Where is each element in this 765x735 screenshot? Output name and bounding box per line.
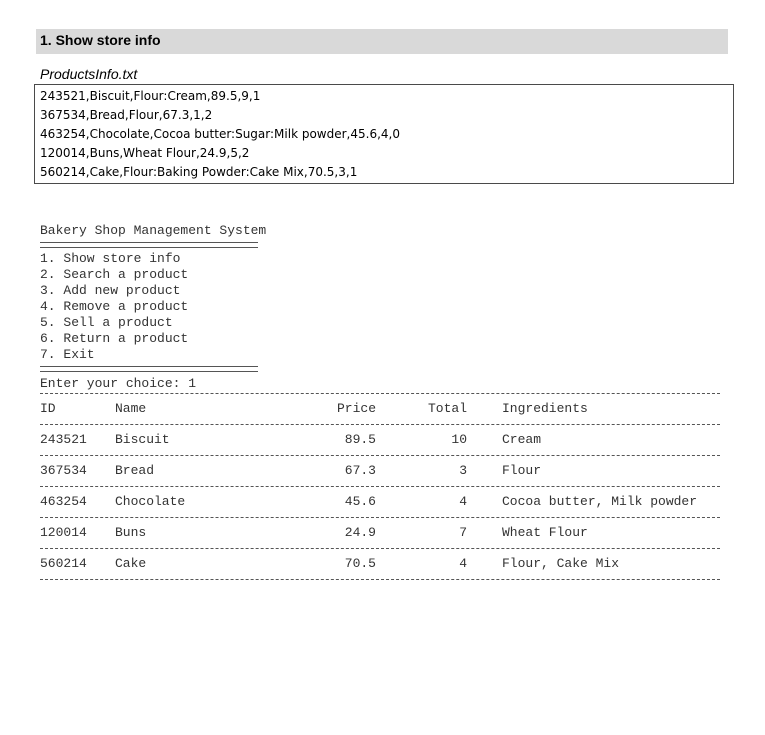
cell-price: 70.5	[344, 556, 376, 571]
console-title: Bakery Shop Management System	[40, 223, 267, 238]
menu-item: 2. Search a product	[40, 267, 189, 282]
file-line: 560214,Cake,Flour:Baking Powder:Cake Mix,70.5,3,1	[40, 165, 358, 179]
cell-id: 367534	[40, 463, 87, 478]
file-line: 463254,Chocolate,Cocoa butter:Sugar:Milk powder,45.6,4,0	[40, 127, 400, 141]
cell-price: 24.9	[344, 525, 376, 540]
menu-item: 4. Remove a product	[40, 299, 189, 314]
cell-total: 4	[459, 494, 467, 509]
cell-id: 560214	[40, 556, 87, 571]
table-row	[40, 456, 730, 486]
cell-total: 10	[451, 432, 467, 447]
table-row	[40, 549, 730, 579]
cell-ingredients: Cream	[502, 432, 542, 447]
cell-price: 67.3	[344, 463, 376, 478]
table-row	[40, 487, 730, 517]
cell-price: 45.6	[344, 494, 376, 509]
console-output	[40, 223, 730, 580]
file-line: 120014,Buns,Wheat Flour,24.9,5,2	[40, 146, 250, 160]
menu-divider-bottom	[40, 366, 258, 372]
cell-id: 243521	[40, 432, 87, 447]
cell-price: 89.5	[344, 432, 376, 447]
menu-item: 5. Sell a product	[40, 315, 173, 330]
cell-name: Buns	[115, 525, 147, 540]
cell-name: Biscuit	[115, 432, 170, 447]
cell-id: 120014	[40, 525, 87, 540]
menu-item: 1. Show store info	[40, 251, 181, 266]
file-line: 367534,Bread,Flour,67.3,1,2	[40, 108, 213, 122]
choice-prompt: Enter your choice: 1	[40, 376, 197, 391]
cell-ingredients: Wheat Flour	[502, 525, 588, 540]
table-row	[40, 518, 730, 548]
menu-divider-top	[40, 242, 258, 248]
cell-name: Cake	[115, 556, 147, 571]
header-price: Price	[336, 401, 376, 416]
menu-item: 7. Exit	[40, 347, 95, 362]
file-name: ProductsInfo.txt	[40, 66, 138, 82]
cell-ingredients: Cocoa butter, Milk powder	[502, 494, 698, 509]
cell-name: Bread	[115, 463, 155, 478]
section-title: 1. Show store info	[40, 32, 161, 48]
header-name: Name	[115, 401, 147, 416]
header-id: ID	[40, 401, 56, 416]
table-row	[40, 425, 730, 455]
cell-id: 463254	[40, 494, 87, 509]
section-header	[36, 29, 728, 54]
file-content-box	[34, 84, 734, 184]
cell-total: 7	[459, 525, 467, 540]
cell-total: 4	[459, 556, 467, 571]
table-header-row	[40, 394, 730, 424]
menu-item: 6. Return a product	[40, 331, 189, 346]
menu-list	[40, 251, 730, 363]
header-ingredients: Ingredients	[502, 401, 588, 416]
cell-ingredients: Flour, Cake Mix	[502, 556, 620, 571]
table-rule	[40, 579, 720, 580]
menu-item: 3. Add new product	[40, 283, 181, 298]
file-line: 243521,Biscuit,Flour:Cream,89.5,9,1	[40, 89, 261, 103]
cell-name: Chocolate	[115, 494, 186, 509]
header-total: Total	[427, 401, 467, 416]
cell-total: 3	[459, 463, 467, 478]
cell-ingredients: Flour	[502, 463, 542, 478]
